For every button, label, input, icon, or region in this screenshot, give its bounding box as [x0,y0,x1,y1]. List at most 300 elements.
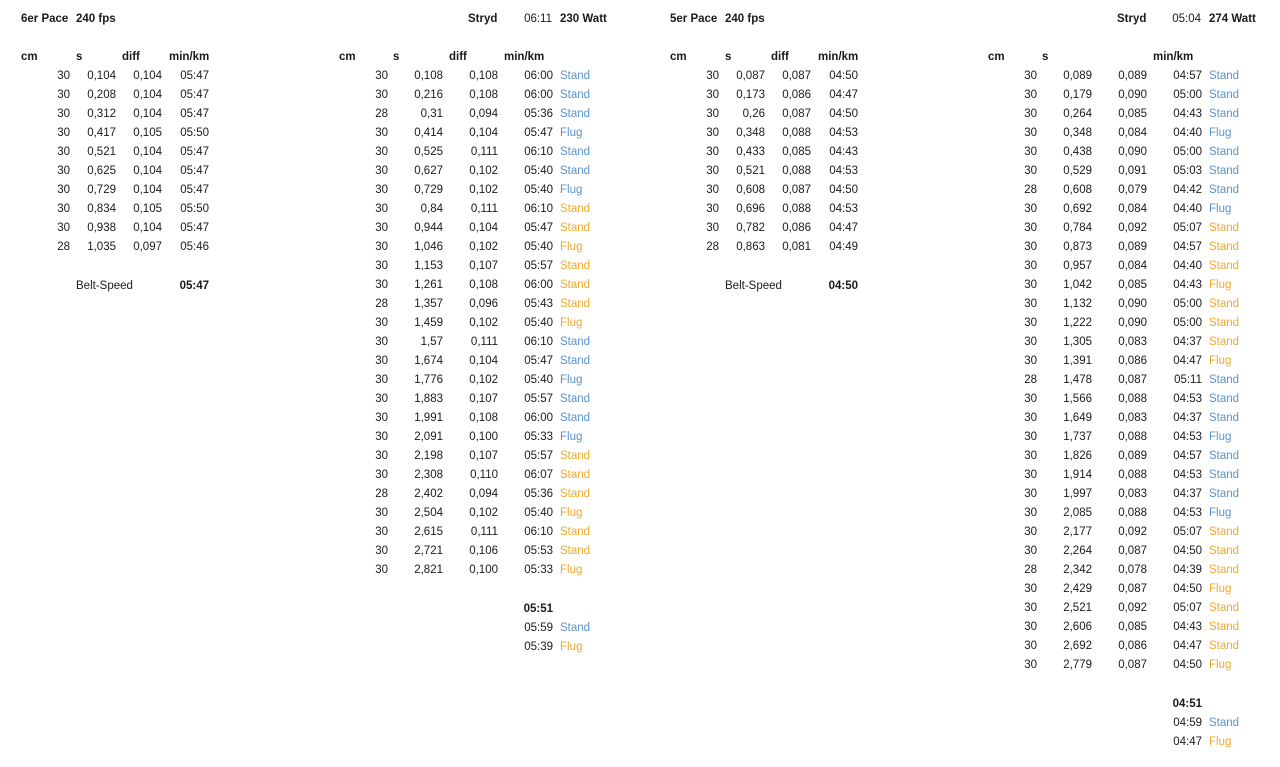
summary-total-pace: 05:51 [523,603,553,615]
cell-pace: 05:47 [180,108,209,120]
cell-pace: 05:53 [524,545,553,557]
device-time: 05:04 [1172,13,1201,25]
cell-pace: 05:07 [1173,526,1202,538]
cell-phase: Flug [560,184,583,196]
cell-pace: 04:57 [1173,450,1202,462]
cell-diff: 0,102 [469,165,498,177]
cell-cm: 30 [1024,545,1037,557]
cell-pace: 04:53 [1173,393,1202,405]
belt-speed-value: 05:47 [179,280,209,292]
cell-diff: 0,085 [1118,108,1147,120]
cell-pace: 05:47 [180,70,209,82]
cell-pace: 05:00 [1173,146,1202,158]
cell-diff: 0,090 [1118,317,1147,329]
cell-cm: 30 [706,165,719,177]
belt-speed-label: Belt-Speed [725,280,782,292]
cell-cm: 30 [1024,355,1037,367]
cell-s: 1,305 [1063,336,1092,348]
col-header-diff: diff [771,51,789,63]
cell-phase: Stand [560,146,591,158]
cell-pace: 04:43 [1173,108,1202,120]
cell-cm: 28 [706,241,719,253]
cell-diff: 0,088 [1118,507,1147,519]
cell-pace: 05:07 [1173,222,1202,234]
cell-diff: 0,102 [469,507,498,519]
cell-s: 0,089 [1063,70,1092,82]
cell-diff: 0,088 [1118,393,1147,405]
cell-pace: 06:00 [524,279,553,291]
cell-s: 2,091 [414,431,443,443]
cell-phase: Flug [560,564,583,576]
cell-phase: Stand [1209,89,1240,101]
cell-s: 1,914 [1063,469,1092,481]
cell-diff: 0,083 [1118,336,1147,348]
cell-s: 0,525 [414,146,443,158]
cell-cm: 30 [375,545,388,557]
cell-diff: 0,085 [782,146,811,158]
cell-pace: 04:47 [1173,355,1202,367]
cell-phase: Stand [1209,184,1240,196]
cell-phase: Flug [1209,127,1232,139]
cell-phase: Stand [560,545,591,557]
cell-s: 0,938 [87,222,116,234]
cell-pace: 05:50 [180,127,209,139]
cell-s: 1,883 [414,393,443,405]
cell-cm: 30 [375,355,388,367]
cell-diff: 0,090 [1118,298,1147,310]
cell-pace: 05:03 [1173,165,1202,177]
cell-s: 2,615 [414,526,443,538]
cell-diff: 0,087 [1118,659,1147,671]
cell-cm: 30 [1024,583,1037,595]
cell-phase: Stand [1209,526,1240,538]
cell-pace: 04:47 [1173,640,1202,652]
cell-phase: Flug [560,127,583,139]
cell-diff: 0,085 [1118,621,1147,633]
cell-pace: 04:53 [829,165,858,177]
cell-s: 1,674 [414,355,443,367]
cell-cm: 28 [375,108,388,120]
cell-diff: 0,090 [1118,89,1147,101]
cell-s: 0,529 [1063,165,1092,177]
cell-pace: 04:40 [1173,260,1202,272]
cell-pace: 04:42 [1173,184,1202,196]
summary-flug-label: Flug [560,641,583,653]
cell-cm: 30 [57,184,70,196]
cell-phase: Stand [1209,108,1240,120]
cell-cm: 30 [375,431,388,443]
cell-diff: 0,104 [469,127,498,139]
cell-s: 0,692 [1063,203,1092,215]
col-header-pace: min/km [504,51,545,63]
cell-phase: Stand [1209,374,1240,386]
cell-cm: 30 [1024,279,1037,291]
cell-diff: 0,084 [1118,127,1147,139]
cell-diff: 0,087 [782,184,811,196]
cell-s: 1,776 [414,374,443,386]
cell-pace: 05:57 [524,393,553,405]
cell-s: 2,606 [1063,621,1092,633]
cell-phase: Stand [560,203,591,215]
cell-diff: 0,108 [469,70,498,82]
cell-s: 0,863 [736,241,765,253]
cell-cm: 30 [1024,241,1037,253]
cell-pace: 06:00 [524,412,553,424]
cell-diff: 0,107 [469,450,498,462]
cell-s: 1,991 [414,412,443,424]
cell-diff: 0,107 [469,260,498,272]
cell-cm: 30 [706,222,719,234]
cell-pace: 05:47 [180,184,209,196]
cell-pace: 05:40 [524,165,553,177]
cell-pace: 05:40 [524,241,553,253]
cell-phase: Stand [1209,317,1240,329]
cell-pace: 05:40 [524,317,553,329]
cell-cm: 30 [57,108,70,120]
cell-s: 0,312 [87,108,116,120]
cell-pace: 04:47 [829,89,858,101]
col-header-s: s [393,51,400,63]
cell-pace: 04:50 [829,70,858,82]
cell-pace: 04:43 [829,146,858,158]
cell-diff: 0,102 [469,184,498,196]
cell-phase: Flug [560,317,583,329]
cell-diff: 0,106 [469,545,498,557]
cell-s: 0,348 [1063,127,1092,139]
cell-s: 1,826 [1063,450,1092,462]
cell-cm: 30 [1024,469,1037,481]
cell-diff: 0,091 [1118,165,1147,177]
pace-title: 5er Pace [670,13,718,25]
cell-diff: 0,078 [1118,564,1147,576]
cell-phase: Stand [560,412,591,424]
cell-cm: 30 [375,564,388,576]
device-time: 06:11 [524,13,552,25]
cell-pace: 04:37 [1173,488,1202,500]
cell-pace: 05:40 [524,184,553,196]
cell-diff: 0,086 [782,222,811,234]
cell-cm: 28 [1024,374,1037,386]
cell-cm: 30 [1024,127,1037,139]
cell-pace: 05:50 [180,203,209,215]
cell-cm: 28 [1024,564,1037,576]
cell-cm: 30 [1024,222,1037,234]
cell-diff: 0,108 [469,89,498,101]
cell-pace: 06:07 [524,469,553,481]
cell-cm: 30 [375,203,388,215]
cell-diff: 0,088 [1118,431,1147,443]
cell-diff: 0,104 [133,70,162,82]
cell-cm: 30 [1024,640,1037,652]
cell-s: 2,504 [414,507,443,519]
cell-diff: 0,088 [1118,469,1147,481]
cell-s: 0,873 [1063,241,1092,253]
cell-s: 2,429 [1063,583,1092,595]
cell-pace: 04:50 [1173,659,1202,671]
cell-pace: 05:33 [524,564,553,576]
cell-phase: Flug [560,507,583,519]
cell-diff: 0,079 [1118,184,1147,196]
cell-phase: Stand [1209,165,1240,177]
cell-s: 0,834 [87,203,116,215]
cell-s: 0,264 [1063,108,1092,120]
cell-diff: 0,104 [133,184,162,196]
cell-s: 0,179 [1063,89,1092,101]
cell-phase: Stand [1209,336,1240,348]
cell-cm: 30 [706,146,719,158]
cell-diff: 0,111 [470,336,498,348]
cell-diff: 0,085 [1118,279,1147,291]
cell-phase: Flug [1209,659,1232,671]
cell-cm: 30 [375,165,388,177]
cell-s: 0,84 [420,203,443,215]
cell-cm: 30 [706,127,719,139]
cell-cm: 30 [375,336,388,348]
cell-pace: 06:00 [524,70,553,82]
cell-s: 1,035 [87,241,116,253]
cell-diff: 0,104 [133,108,162,120]
cell-s: 0,729 [87,184,116,196]
cell-pace: 05:47 [524,355,553,367]
cell-s: 1,997 [1063,488,1092,500]
cell-cm: 30 [57,165,70,177]
cell-pace: 05:07 [1173,602,1202,614]
cell-diff: 0,102 [469,374,498,386]
cell-pace: 04:43 [1173,279,1202,291]
cell-cm: 30 [1024,431,1037,443]
cell-s: 0,782 [736,222,765,234]
cell-phase: Stand [560,108,591,120]
cell-cm: 30 [57,146,70,158]
cell-cm: 30 [1024,393,1037,405]
cell-pace: 05:00 [1173,317,1202,329]
cell-cm: 30 [375,374,388,386]
cell-s: 0,957 [1063,260,1092,272]
cell-diff: 0,102 [469,317,498,329]
belt-speed-value: 04:50 [828,280,858,292]
cell-phase: Flug [1209,203,1232,215]
cell-cm: 30 [375,260,388,272]
cell-s: 1,57 [420,336,443,348]
cell-cm: 30 [706,203,719,215]
cell-phase: Stand [560,526,591,538]
cell-pace: 04:50 [1173,583,1202,595]
cell-phase: Stand [560,165,591,177]
cell-s: 2,779 [1063,659,1092,671]
cell-cm: 30 [1024,89,1037,101]
cell-s: 2,177 [1063,526,1092,538]
cell-diff: 0,104 [133,146,162,158]
cell-s: 0,696 [736,203,765,215]
cell-pace: 04:53 [1173,431,1202,443]
cell-cm: 30 [375,393,388,405]
cell-pace: 04:57 [1173,70,1202,82]
cell-phase: Flug [560,241,583,253]
cell-pace: 05:43 [524,298,553,310]
cell-phase: Stand [1209,70,1240,82]
cell-cm: 30 [1024,526,1037,538]
cell-phase: Flug [560,431,583,443]
cell-diff: 0,111 [470,146,498,158]
cell-cm: 30 [1024,507,1037,519]
cell-cm: 28 [1024,184,1037,196]
cell-s: 0,087 [736,70,765,82]
cell-phase: Stand [560,450,591,462]
cell-s: 0,729 [414,184,443,196]
cell-diff: 0,094 [469,488,498,500]
watt-label: 230 Watt [560,13,607,25]
cell-diff: 0,097 [133,241,162,253]
cell-s: 0,608 [736,184,765,196]
cell-diff: 0,087 [1118,583,1147,595]
col-header-cm: cm [339,51,356,63]
cell-s: 0,216 [414,89,443,101]
cell-pace: 04:57 [1173,241,1202,253]
cell-phase: Stand [560,488,591,500]
col-header-pace: min/km [1153,51,1194,63]
device-label: Stryd [1117,13,1147,25]
cell-phase: Stand [1209,621,1240,633]
cell-phase: Stand [560,222,591,234]
cell-phase: Stand [1209,640,1240,652]
cell-pace: 04:37 [1173,336,1202,348]
cell-pace: 05:47 [180,222,209,234]
cell-cm: 30 [1024,412,1037,424]
cell-phase: Stand [1209,146,1240,158]
cell-diff: 0,092 [1118,526,1147,538]
cell-diff: 0,087 [782,70,811,82]
cell-pace: 04:53 [1173,507,1202,519]
cell-s: 2,264 [1063,545,1092,557]
cell-cm: 30 [1024,488,1037,500]
belt-speed-label: Belt-Speed [76,280,133,292]
cell-s: 1,391 [1063,355,1092,367]
summary-total-pace: 04:51 [1172,698,1202,710]
cell-s: 0,26 [742,108,765,120]
cell-cm: 30 [1024,298,1037,310]
cell-cm: 30 [1024,203,1037,215]
cell-diff: 0,089 [1118,241,1147,253]
cell-cm: 30 [375,450,388,462]
summary-stand-pace: 05:59 [524,622,553,634]
cell-s: 1,222 [1063,317,1092,329]
cell-pace: 04:50 [829,108,858,120]
col-header-s: s [76,51,83,63]
cell-pace: 05:40 [524,374,553,386]
cell-s: 1,357 [414,298,443,310]
cell-pace: 06:00 [524,89,553,101]
cell-cm: 30 [375,526,388,538]
cell-diff: 0,088 [782,203,811,215]
cell-pace: 04:47 [829,222,858,234]
cell-cm: 30 [706,70,719,82]
cell-cm: 30 [1024,260,1037,272]
cell-diff: 0,104 [133,89,162,101]
cell-cm: 28 [375,488,388,500]
cell-pace: 04:40 [1173,127,1202,139]
cell-cm: 30 [375,469,388,481]
cell-diff: 0,105 [133,127,162,139]
cell-diff: 0,092 [1118,602,1147,614]
cell-diff: 0,092 [1118,222,1147,234]
cell-cm: 28 [375,298,388,310]
cell-pace: 04:50 [829,184,858,196]
cell-s: 0,348 [736,127,765,139]
cell-diff: 0,110 [470,469,498,481]
cell-diff: 0,084 [1118,203,1147,215]
cell-pace: 05:47 [180,89,209,101]
col-header-cm: cm [988,51,1005,63]
cell-diff: 0,104 [469,222,498,234]
cell-phase: Stand [1209,260,1240,272]
cell-phase: Stand [560,260,591,272]
cell-diff: 0,087 [1118,545,1147,557]
cell-s: 0,208 [87,89,116,101]
cell-pace: 05:00 [1173,298,1202,310]
cell-s: 1,737 [1063,431,1092,443]
cell-cm: 30 [375,317,388,329]
cell-phase: Flug [560,374,583,386]
cell-cm: 30 [706,108,719,120]
cell-pace: 05:46 [180,241,209,253]
cell-s: 1,261 [414,279,443,291]
cell-cm: 30 [375,507,388,519]
cell-pace: 05:57 [524,260,553,272]
cell-s: 1,153 [414,260,443,272]
cell-phase: Stand [1209,602,1240,614]
cell-s: 0,414 [414,127,443,139]
cell-phase: Flug [1209,279,1232,291]
summary-flug-label: Flug [1209,736,1232,748]
cell-phase: Stand [1209,222,1240,234]
cell-diff: 0,088 [782,127,811,139]
cell-s: 0,784 [1063,222,1092,234]
cell-pace: 05:36 [524,488,553,500]
cell-diff: 0,105 [133,203,162,215]
cell-diff: 0,086 [782,89,811,101]
cell-cm: 30 [1024,621,1037,633]
cell-phase: Stand [1209,298,1240,310]
col-header-diff: diff [122,51,140,63]
cell-cm: 30 [1024,659,1037,671]
cell-diff: 0,111 [470,203,498,215]
watt-label: 274 Watt [1209,13,1256,25]
cell-pace: 06:10 [524,336,553,348]
cell-cm: 30 [1024,450,1037,462]
cell-phase: Stand [560,298,591,310]
cell-s: 0,31 [420,108,443,120]
col-header-pace: min/km [169,51,210,63]
cell-s: 2,308 [414,469,443,481]
cell-s: 1,132 [1063,298,1092,310]
summary-flug-pace: 05:39 [524,641,553,653]
cell-pace: 06:10 [524,526,553,538]
pace-title: 6er Pace [21,13,69,25]
col-header-s: s [725,51,732,63]
cell-s: 1,459 [414,317,443,329]
cell-s: 2,085 [1063,507,1092,519]
cell-diff: 0,108 [469,279,498,291]
cell-s: 0,625 [87,165,116,177]
fps-label: 240 fps [76,13,116,25]
cell-cm: 30 [375,127,388,139]
cell-diff: 0,081 [782,241,811,253]
cell-cm: 30 [375,279,388,291]
cell-diff: 0,089 [1118,450,1147,462]
cell-cm: 30 [1024,317,1037,329]
cell-phase: Flug [1209,583,1232,595]
cell-pace: 05:11 [1174,374,1202,386]
